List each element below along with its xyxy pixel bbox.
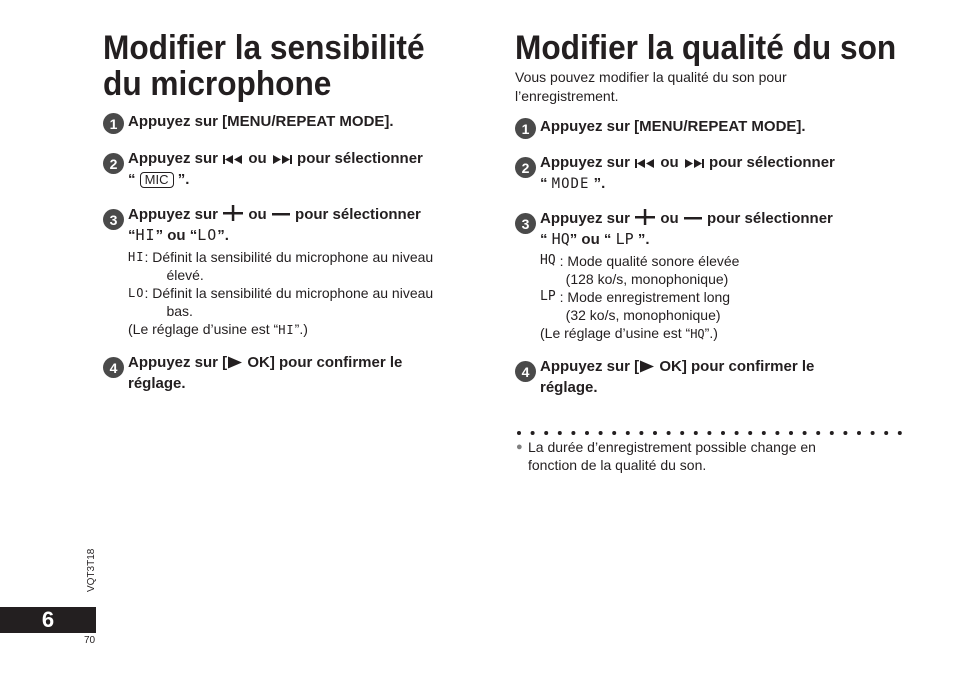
step-text-mid: ou	[660, 154, 679, 171]
left-step-4	[103, 352, 402, 393]
plus-icon	[634, 209, 656, 230]
note-line: La durée d’enregistrement possible change en	[528, 439, 816, 455]
desc-line: : Mode enregistrement long	[559, 289, 731, 305]
step-text-post: pour sélectionner	[297, 150, 423, 167]
hq-symbol: HQ	[540, 253, 556, 268]
right-intro	[515, 68, 787, 106]
quote-close: ”.	[637, 231, 650, 248]
desc-line: bas.	[166, 303, 193, 319]
desc-line: : Mode qualité sonore élevée	[559, 253, 740, 269]
default-symbol: HQ	[690, 327, 705, 341]
minus-icon	[271, 207, 291, 226]
mode-display: MODE	[551, 176, 590, 192]
step-number: 2	[103, 153, 124, 174]
play-icon	[639, 359, 655, 378]
step-number: 4	[515, 361, 536, 382]
lp-display: LP	[615, 230, 634, 248]
quote-open: “	[128, 171, 136, 188]
step-number: 4	[103, 357, 124, 378]
default-pre: (Le réglage d’usine est “	[540, 325, 691, 341]
quote-open: “	[540, 175, 548, 192]
step-text-pre: Appuyez sur	[128, 150, 219, 167]
step-text-mid: ou	[248, 206, 267, 223]
note	[516, 438, 816, 474]
desc-line: (128 ko/s, monophonique)	[565, 271, 729, 287]
default-setting	[540, 324, 900, 343]
step-text-mid: ou	[248, 150, 267, 167]
step-text-pre: Appuyez sur	[540, 154, 631, 171]
desc-item-hq	[540, 252, 900, 288]
step-number: 2	[515, 157, 536, 178]
page-number: 6	[0, 607, 96, 633]
bullet-icon: ●	[516, 441, 523, 453]
step-number: 3	[515, 213, 536, 234]
skip-forward-icon	[271, 151, 293, 170]
quote-open: “	[128, 227, 136, 244]
step-number: 1	[515, 118, 536, 139]
default-post: ”.)	[704, 325, 718, 341]
lo-display: LO	[197, 226, 218, 244]
step-text-post: OK] pour confirmer le	[655, 358, 815, 375]
step-text-pre: Appuyez sur [	[540, 358, 640, 375]
skip-forward-icon	[683, 155, 705, 174]
left-descriptions	[128, 248, 488, 339]
skip-back-icon	[634, 155, 656, 174]
desc-line: élevé.	[166, 267, 204, 283]
left-step-3	[103, 204, 421, 245]
quote-mid: ” ou “	[155, 227, 198, 244]
left-title	[103, 30, 449, 102]
minus-icon	[683, 211, 703, 230]
quote-close: ”.	[593, 175, 606, 192]
right-title: Modifier la qualité du son	[515, 29, 897, 67]
desc-item-lo	[128, 284, 488, 320]
left-step-2	[103, 148, 423, 189]
intro-line: Vous pouvez modifier la qualité du son pour	[515, 69, 787, 85]
mic-display-label: MIC	[140, 172, 174, 188]
play-icon	[227, 355, 243, 374]
step-text: Appuyez sur [MENU/REPEAT MODE].	[540, 118, 806, 135]
step-text-line2: réglage.	[128, 375, 186, 392]
small-page-number: 70	[84, 635, 96, 646]
default-post: ”.)	[294, 321, 308, 337]
right-step-3	[515, 208, 833, 249]
step-text: Appuyez sur [MENU/REPEAT MODE].	[128, 113, 394, 130]
left-title-line1: Modifier la sensibilité	[103, 29, 425, 67]
step-text-post: pour sélectionner	[295, 206, 421, 223]
lp-symbol: LP	[540, 289, 556, 304]
right-step-4	[515, 356, 814, 397]
lo-symbol: LO	[128, 286, 145, 300]
default-pre: (Le réglage d’usine est “	[128, 321, 279, 337]
desc-line: : Définit la sensibilité du microphone au niveau	[144, 285, 434, 301]
left-step-1	[103, 108, 394, 134]
skip-back-icon	[222, 151, 244, 170]
note-line: fonction de la qualité du son.	[528, 457, 707, 473]
step-text-pre: Appuyez sur	[540, 210, 631, 227]
step-text-post: OK] pour confirmer le	[243, 354, 403, 371]
quote-close: ”.	[217, 227, 229, 244]
right-step-2	[515, 152, 835, 194]
right-step-1	[515, 113, 806, 139]
default-setting	[128, 320, 488, 339]
quote-mid: ” ou “	[569, 231, 612, 248]
desc-line: : Définit la sensibilité du microphone au niveau	[144, 249, 434, 265]
left-title-line2: du microphone	[103, 65, 332, 103]
step-text-pre: Appuyez sur [	[128, 354, 228, 371]
step-number: 1	[103, 113, 124, 134]
desc-item-hi	[128, 248, 488, 284]
right-descriptions	[540, 252, 900, 343]
step-text-line2: réglage.	[540, 379, 598, 396]
hi-symbol: HI	[128, 250, 145, 264]
step-text-pre: Appuyez sur	[128, 206, 219, 223]
model-code: VQT3T18	[86, 548, 97, 592]
step-text-post: pour sélectionner	[709, 154, 835, 171]
step-text-mid: ou	[660, 210, 679, 227]
desc-item-lp	[540, 288, 900, 324]
step-number: 3	[103, 209, 124, 230]
desc-line: (32 ko/s, monophonique)	[565, 307, 721, 323]
hi-display: HI	[135, 226, 156, 244]
hq-display: HQ	[551, 230, 570, 248]
quote-open: “	[540, 231, 548, 248]
intro-line: l’enregistrement.	[515, 88, 619, 104]
plus-icon	[222, 205, 244, 226]
default-symbol: HI	[278, 323, 295, 337]
step-text-post: pour sélectionner	[707, 210, 833, 227]
quote-close: ”.	[177, 171, 190, 188]
